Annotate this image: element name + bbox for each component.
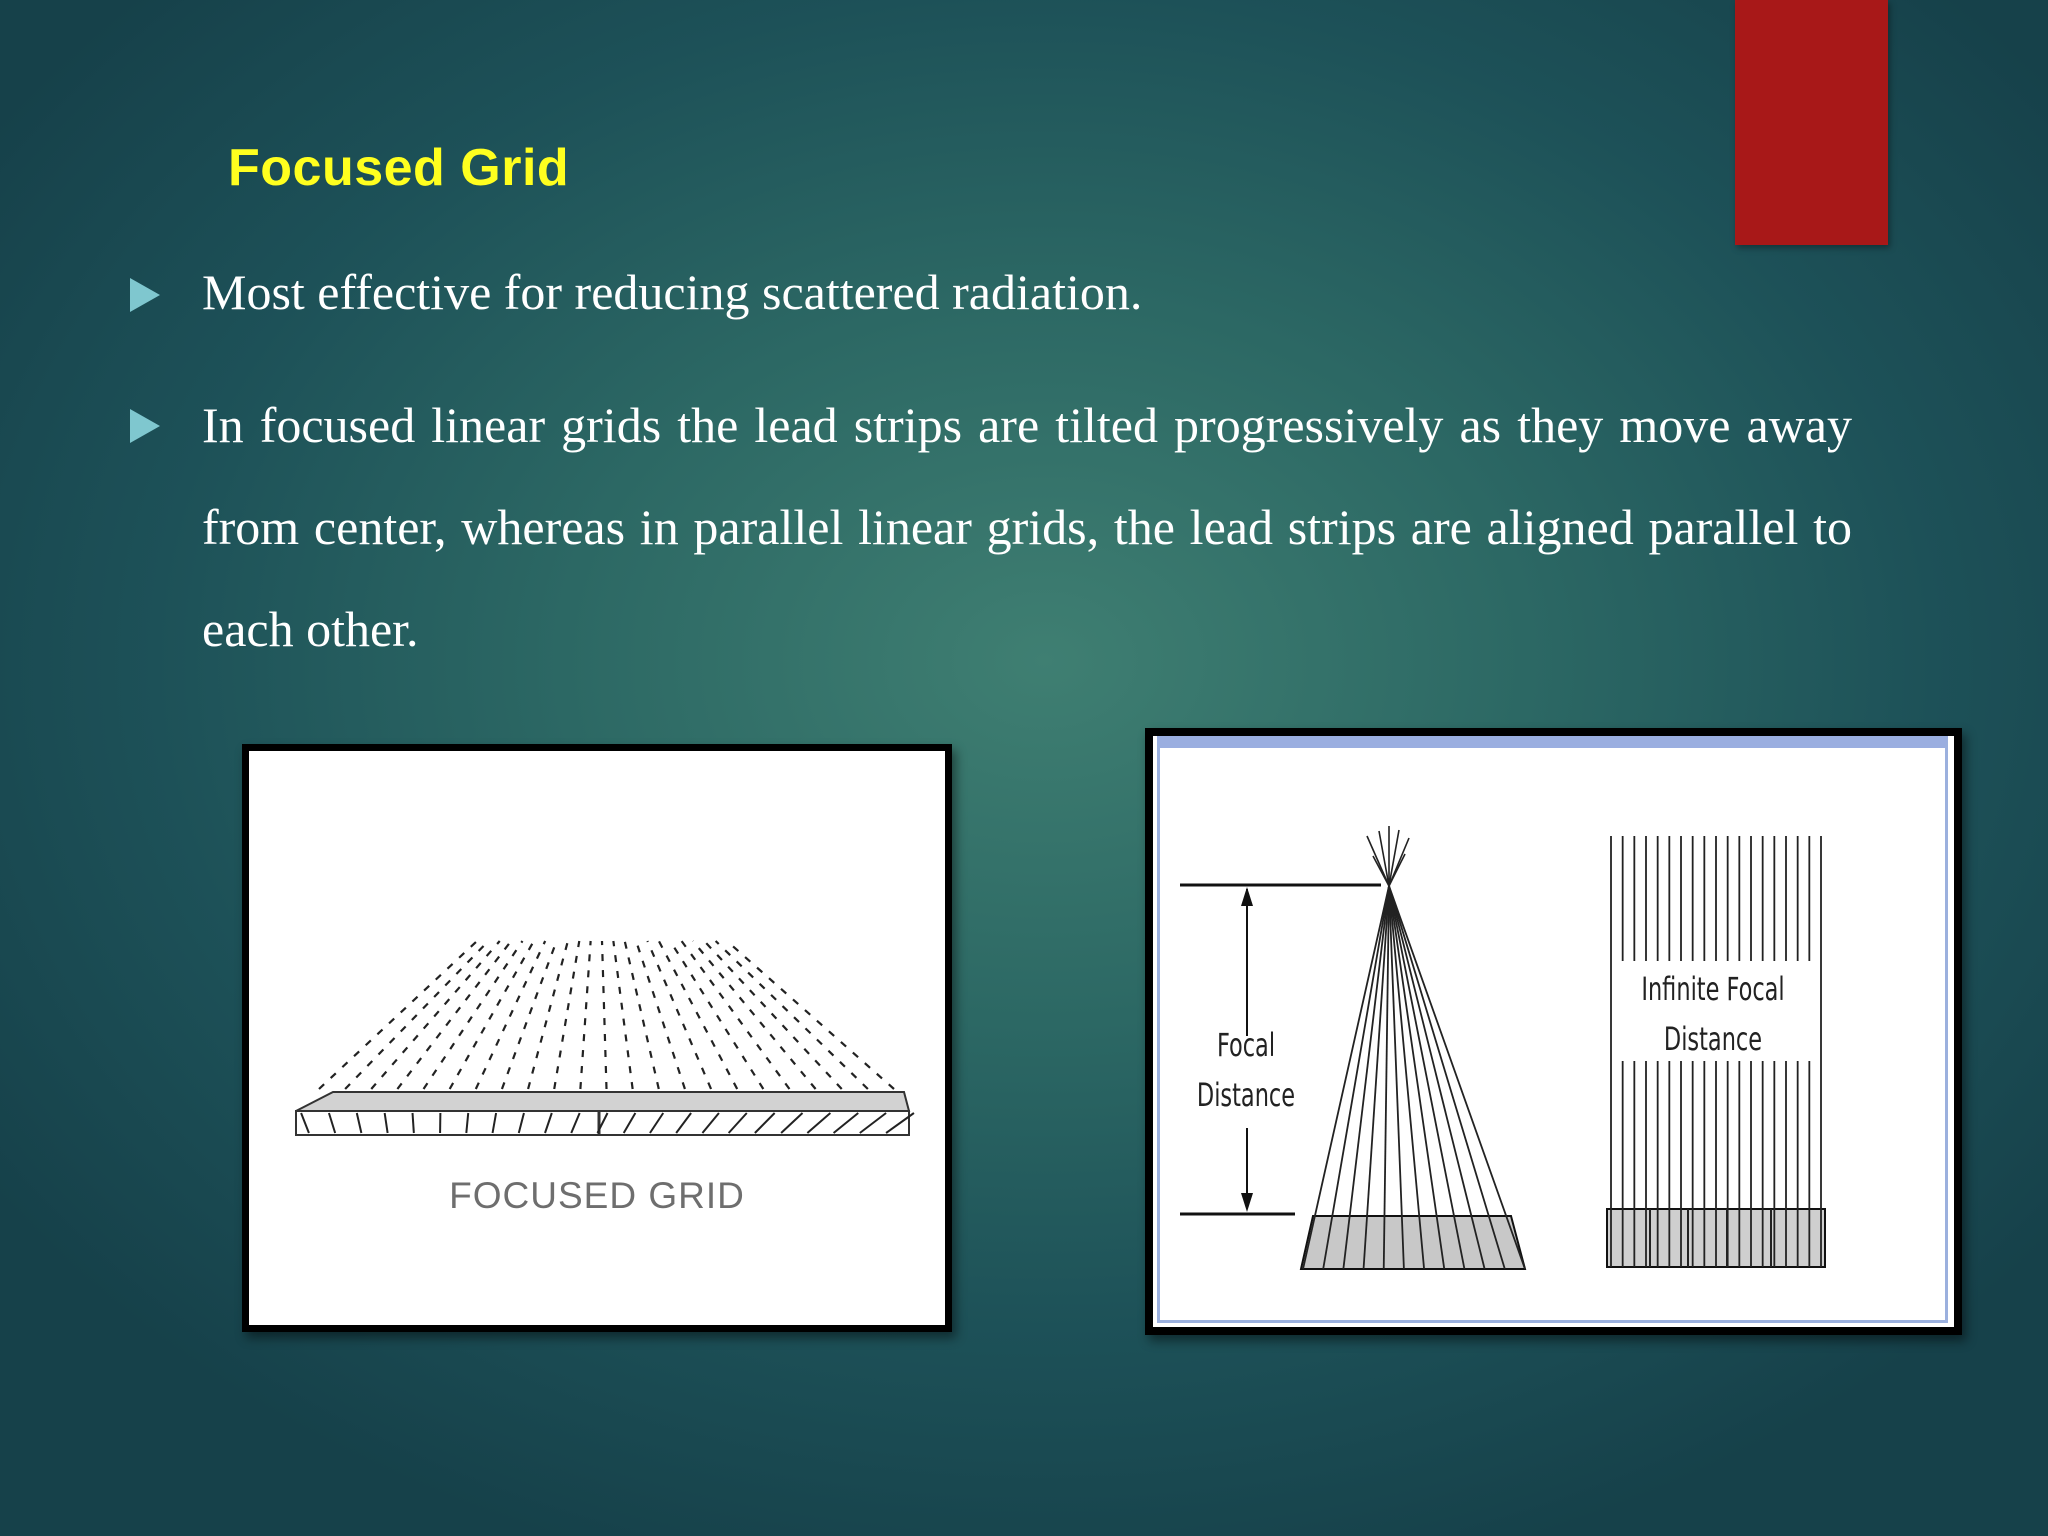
infinite-focal-distance-label: Infinite Focal Distance (1641, 970, 1785, 1058)
focused-grid-diagram (249, 751, 945, 1325)
triangle-bullet-icon (130, 278, 160, 312)
focused-grid-figure (242, 744, 952, 1332)
bullet-text-2: In focused linear grids the lead strips are tilted progressively as they move away from center, whereas in parallel linear grids, the lead strips are aligned parallel to each other. (202, 397, 1852, 657)
converging-lead-strips (1303, 826, 1525, 1269)
focused-grid-caption: FOCUSED GRID (449, 1175, 745, 1216)
focal-distance-figure (1145, 728, 1962, 1335)
bullet-text-1: Most effective for reducing scattered radiation. (202, 264, 1143, 320)
slide-title: Focused Grid (228, 139, 570, 197)
converging-ray-lines (319, 941, 894, 1089)
triangle-bullet-icon (130, 409, 160, 443)
red-accent-bar (1735, 0, 1888, 245)
focal-distance-label: Focal Distance (1196, 1026, 1296, 1114)
